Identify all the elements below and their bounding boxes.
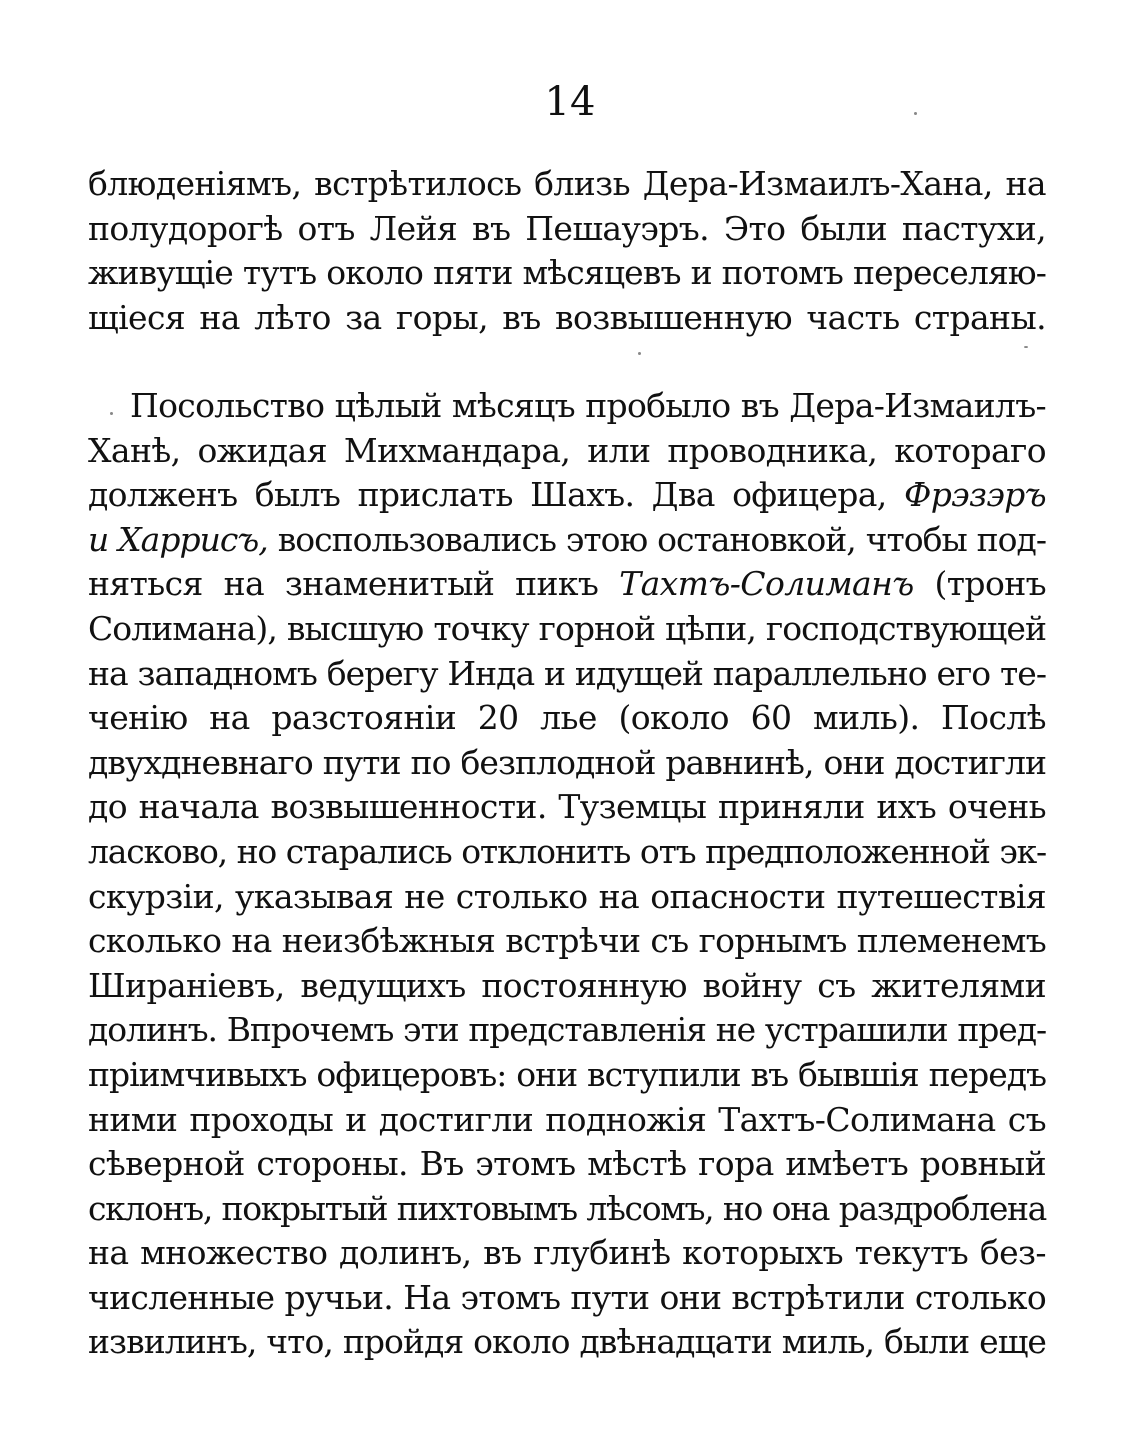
text-line [88,518,1046,563]
text-segment: няться на знаменитый пикъ [88,564,599,604]
text-line: долинъ. Впрочемъ эти представленія не устрашили пред- [88,1010,1046,1050]
text-line: ними проходы и достигли подножія Тахтъ-Солимана съ [88,1099,1046,1139]
text-line: щіеся на лѣто за горы, въ возвышенную часть страны. [88,297,1046,337]
italic-place-takht-soliman: Тахтъ-Солиманъ [619,564,914,604]
paragraph-1 [88,162,1046,340]
scan-speck [914,112,917,115]
text-line: скурзіи, указывая не столько на опасности путешествія [88,876,1046,916]
text-line: ласково, но старались отклонить отъ предположенной эк- [88,831,1046,871]
scan-speck [110,412,113,415]
text-line: сѣверной стороны. Въ этомъ мѣстѣ гора имѣетъ ровный [88,1144,1046,1184]
italic-name-harris: и Харрисъ, [88,519,268,559]
text-line: пріимчивыхъ офицеровъ: они вступили въ бывшія передъ [88,1054,1046,1094]
text-line: двухдневнаго пути по безплодной равнинѣ, они достигли [88,742,1046,782]
text-line: Шираніевъ, ведущихъ постоянную войну съ жителями [88,965,1046,1005]
text-line: на западномъ берегу Инда и идущей параллельно его те- [88,653,1046,693]
text-line [88,562,1046,607]
text-line: полудорогѣ отъ Лейя въ Пешауэръ. Это были пастухи, [88,208,1046,248]
text-line: извилинъ, что, пройдя около двѣнадцати миль, были еще [88,1322,1046,1362]
text-line: Посольство цѣлый мѣсяцъ пробыло въ Дера-Измаилъ- [130,386,1046,425]
scan-speck [1024,346,1028,348]
text-line: численные ручьи. На этомъ пути они встрѣтили столько [88,1277,1046,1317]
text-line: Ханѣ, ожидая Михмандара, или проводника, котораго [88,430,1046,470]
text-segment: долженъ былъ прислать Шахъ. Два офицера, [88,475,887,515]
text-line: склонъ, покрытый пихтовымъ лѣсомъ, но она раздроблена [88,1188,1046,1228]
paragraph-2 [88,384,1046,1365]
text-line: блюденіямъ, встрѣтилось близь Дера-Измаилъ-Хана, на [88,164,1046,203]
text-line: Солимана), высшую точку горной цѣпи, господствующей [88,608,1046,648]
text-line: до начала возвышенности. Туземцы приняли ихъ очень [88,787,1046,827]
text-line: живущіе тутъ около пяти мѣсяцевъ и потомъ переселяю- [88,253,1046,293]
text-line: ченію на разстояніи 20 лье (около 60 миль). Послѣ [88,698,1046,738]
scan-speck [638,352,641,355]
text-line: сколько на неизбѣжныя встрѣчи съ горнымъ племенемъ [88,921,1046,961]
text-line [88,473,1046,518]
italic-name-fraser: Фрэзэръ [903,475,1046,515]
text-segment: (тронъ [934,564,1046,604]
page-number: 14 [544,79,596,125]
text-segment: воспользовались этою остановкой, чтобы под- [277,519,1046,559]
text-line: на множество долинъ, въ глубинѣ которыхъ текутъ без- [88,1233,1046,1273]
